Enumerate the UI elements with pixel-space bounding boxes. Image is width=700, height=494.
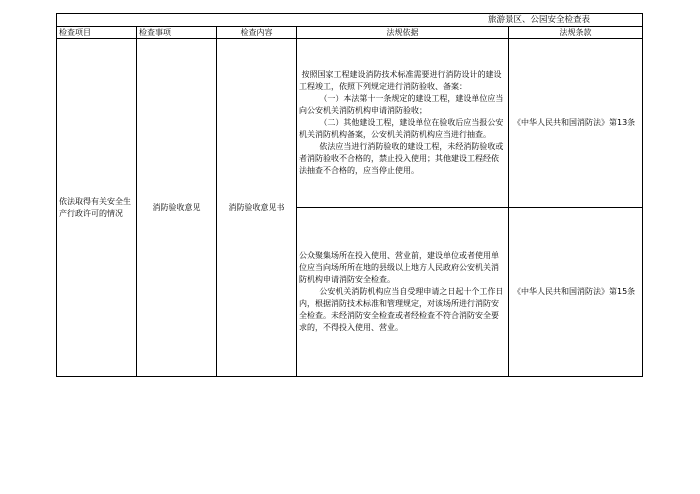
law-basis-paragraph: 依法应当进行消防验收的建设工程，未经消防验收或者消防验收不合格的，禁止投入使用；其他建设工程经依法抽查不合格的，应当停止使用。 <box>299 142 504 175</box>
law-article-text: 《中华人民共和国消防法》第15条 <box>513 287 636 296</box>
title-row <box>57 14 643 27</box>
check-item-text: 依法取得有关安全生产行政许可的情况 <box>59 196 131 218</box>
check-content-cell <box>217 39 297 377</box>
inspection-sheet <box>56 13 642 377</box>
check-matter-cell <box>137 39 217 377</box>
law-basis-paragraph: 按照国家工程建设消防技术标准需要进行消防设计的建设工程竣工，依照下列规定进行消防验收、备案： <box>299 70 502 91</box>
law-basis-paragraph: （一）本法第十一条规定的建设工程，建设单位应当向公安机关消防机构申请消防验收； <box>299 94 504 115</box>
law-basis-paragraph: 公安机关消防机构应当自受理申请之日起十个工作日内，根据消防技术标准和管理规定，对该场所进行消防安全检查。未经消防安全检查或者经检查不符合消防安全要求的，不得投入使用、营业。 <box>299 287 504 332</box>
check-content-text: 消防验收意见书 <box>228 202 285 212</box>
header-article: 法规条款 <box>509 27 643 39</box>
check-item-cell <box>57 39 137 377</box>
law-basis-paragraph: （二）其他建设工程，建设单位在验收后应当报公安机关消防机构备案，公安机关消防机构应当进行抽查。 <box>299 118 504 139</box>
law-article-cell <box>509 208 643 377</box>
inspection-table <box>56 13 643 377</box>
law-article-cell <box>509 39 643 208</box>
table-title: 旅游景区、公园安全检查表 <box>57 14 643 27</box>
header-basis: 法规依据 <box>297 27 509 39</box>
law-basis-cell <box>297 208 509 377</box>
table-row <box>57 39 643 208</box>
law-basis-paragraph: 公众聚集场所在投入使用、营业前，建设单位或者使用单位应当向场所所在地的县级以上地方人民政府公安机关消防机构申请消防安全检查。 <box>299 251 499 284</box>
header-content: 检查内容 <box>217 27 297 39</box>
header-row <box>57 27 643 39</box>
check-matter-text: 消防验收意见 <box>152 202 201 212</box>
header-matter: 检查事项 <box>137 27 217 39</box>
law-article-text: 《中华人民共和国消防法》第13条 <box>513 118 636 127</box>
header-item: 检查项目 <box>57 27 137 39</box>
law-basis-cell <box>297 39 509 208</box>
